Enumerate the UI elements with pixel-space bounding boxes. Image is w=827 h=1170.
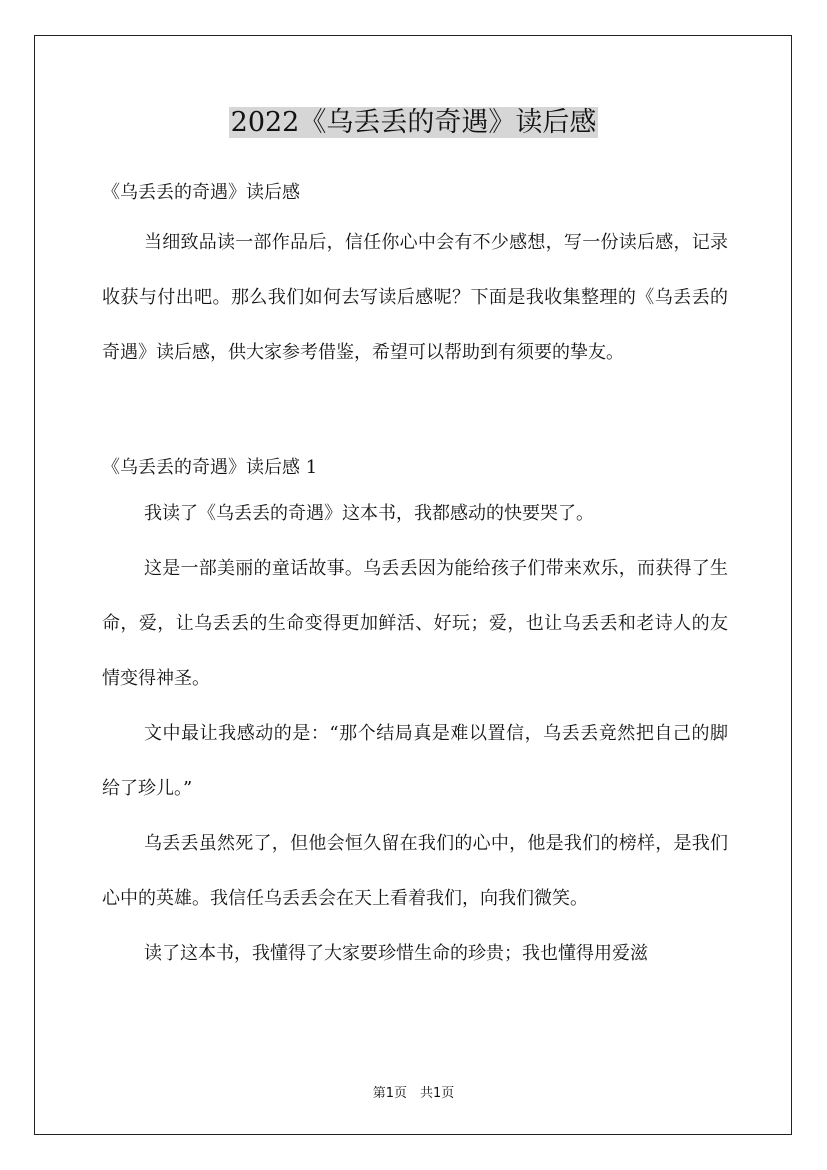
paragraph: 文中最让我感动的是：“那个结局真是难以置信，乌丢丢竟然把自己的脚给了珍儿。”: [102, 723, 728, 799]
page-number: 第1页 共1页: [372, 1086, 455, 1101]
document-title: [0, 104, 827, 142]
paragraph: 我读了《乌丢丢的奇遇》这本书，我都感动的快要哭了。: [144, 503, 594, 524]
section-heading: 《乌丢丢的奇遇》读后感 1: [102, 457, 318, 478]
paragraph: 这是一部美丽的童话故事。乌丢丢因为能给孩子们带来欢乐，而获得了生命，爱，让乌丢丢的生命变得更加鲜活、好玩；爱，也让乌丢丢和老诗人的友情变得神圣。: [102, 558, 728, 689]
document-subtitle: 《乌丢丢的奇遇》读后感: [102, 182, 300, 203]
page-footer: [0, 1082, 827, 1101]
document-title-text: 2022《乌丢丢的奇遇》读后感: [230, 107, 597, 138]
document-body: [102, 175, 728, 981]
paragraph: 读了这本书，我懂得了大家要珍惜生命的珍贵；我也懂得用爱滋: [144, 943, 648, 964]
paragraph: 乌丢丢虽然死了，但他会恒久留在我们的心中，他是我们的榜样，是我们心中的英雄。我信任乌丢丢会在天上看着我们，向我们微笑。: [102, 833, 728, 909]
intro-paragraph: 当细致品读一部作品后，信任你心中会有不少感想，写一份读后感，记录收获与付出吧。那么我们如何去写读后感呢？下面是我收集整理的《乌丢丢的奇遇》读后感，供大家参考借鉴，希望可以帮助到有须要的挚友。: [102, 232, 728, 363]
